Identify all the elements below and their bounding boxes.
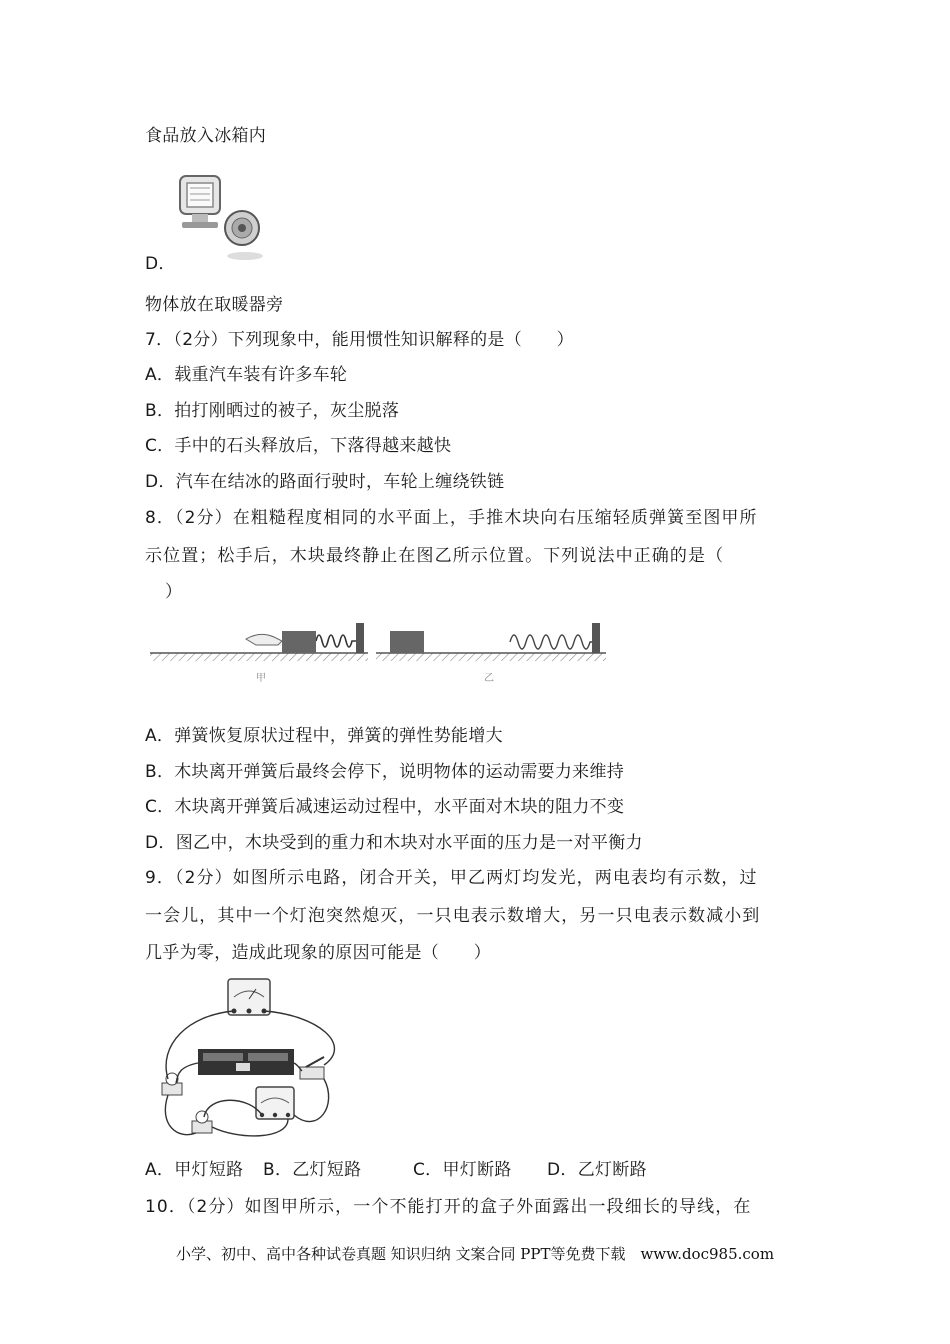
question-7-option-b: B．拍打刚晒过的被子，灰尘脱落 — [145, 401, 400, 421]
question-8-option-d: D．图乙中，木块受到的重力和木块对水平面的压力是一对平衡力 — [145, 833, 643, 853]
question-7-option-c: C．手中的石头释放后，下落得越来越快 — [145, 436, 452, 456]
spring-block-figure — [148, 615, 618, 690]
figure-label-jia: 甲 — [256, 673, 266, 684]
question-7-option-a: A．载重汽车装有许多车轮 — [145, 365, 348, 385]
option-d-label: D． — [145, 254, 176, 274]
option-c-caption: 食品放入冰箱内 — [145, 126, 267, 146]
page-footer: 小学、初中、高中各种试卷真题 知识归纳 文案合同 PPT等免费下载 www.doc985.com — [175, 1245, 775, 1263]
question-9-option-c: C．甲灯断路 — [413, 1160, 512, 1180]
question-7-option-d: D．汽车在结冰的路面行驶时，车轮上缠绕铁链 — [145, 472, 505, 492]
question-10-stem-line1: 10．（2分）如图甲所示，一个不能打开的盒子外面露出一段细长的导线，在 — [145, 1197, 752, 1217]
question-9-stem-line3: 几乎为零，造成此现象的原因可能是（ ） — [145, 943, 491, 963]
question-8-stem-line2: 示位置；松手后，木块最终静止在图乙所示位置。下列说法中正确的是（ — [145, 546, 725, 566]
question-8-stem-line1: 8．（2分）在粗糙程度相同的水平面上，手推木块向右压缩轻质弹簧至图甲所 — [145, 508, 758, 528]
question-8-stem-line3: ） — [165, 582, 183, 602]
question-8-option-b: B．木块离开弹簧后最终会停下，说明物体的运动需要力来维持 — [145, 762, 625, 782]
question-9-option-b: B．乙灯短路 — [263, 1160, 362, 1180]
question-9-stem-line1: 9．（2分）如图所示电路，闭合开关，甲乙两灯均发光，两电表均有示数，过 — [145, 868, 758, 888]
circuit-figure — [148, 975, 360, 1150]
question-8-option-a: A．弹簧恢复原状过程中，弹簧的弹性势能增大 — [145, 726, 503, 746]
question-7-stem: 7．（2分）下列现象中，能用惯性知识解释的是（ ） — [145, 330, 574, 350]
question-9-stem-line2: 一会儿，其中一个灯泡突然熄灭，一只电表示数增大，另一只电表示数减小到 — [145, 906, 761, 926]
option-d-caption: 物体放在取暖器旁 — [145, 295, 284, 315]
question-9-option-a: A．甲灯短路 — [145, 1160, 244, 1180]
question-8-option-c: C．木块离开弹簧后减速运动过程中，水平面对木块的阻力不变 — [145, 797, 625, 817]
heater-figure — [170, 168, 275, 268]
question-9-options — [145, 1158, 647, 1182]
question-9-option-d: D．乙灯断路 — [547, 1160, 647, 1180]
figure-label-yi: 乙 — [484, 673, 494, 684]
